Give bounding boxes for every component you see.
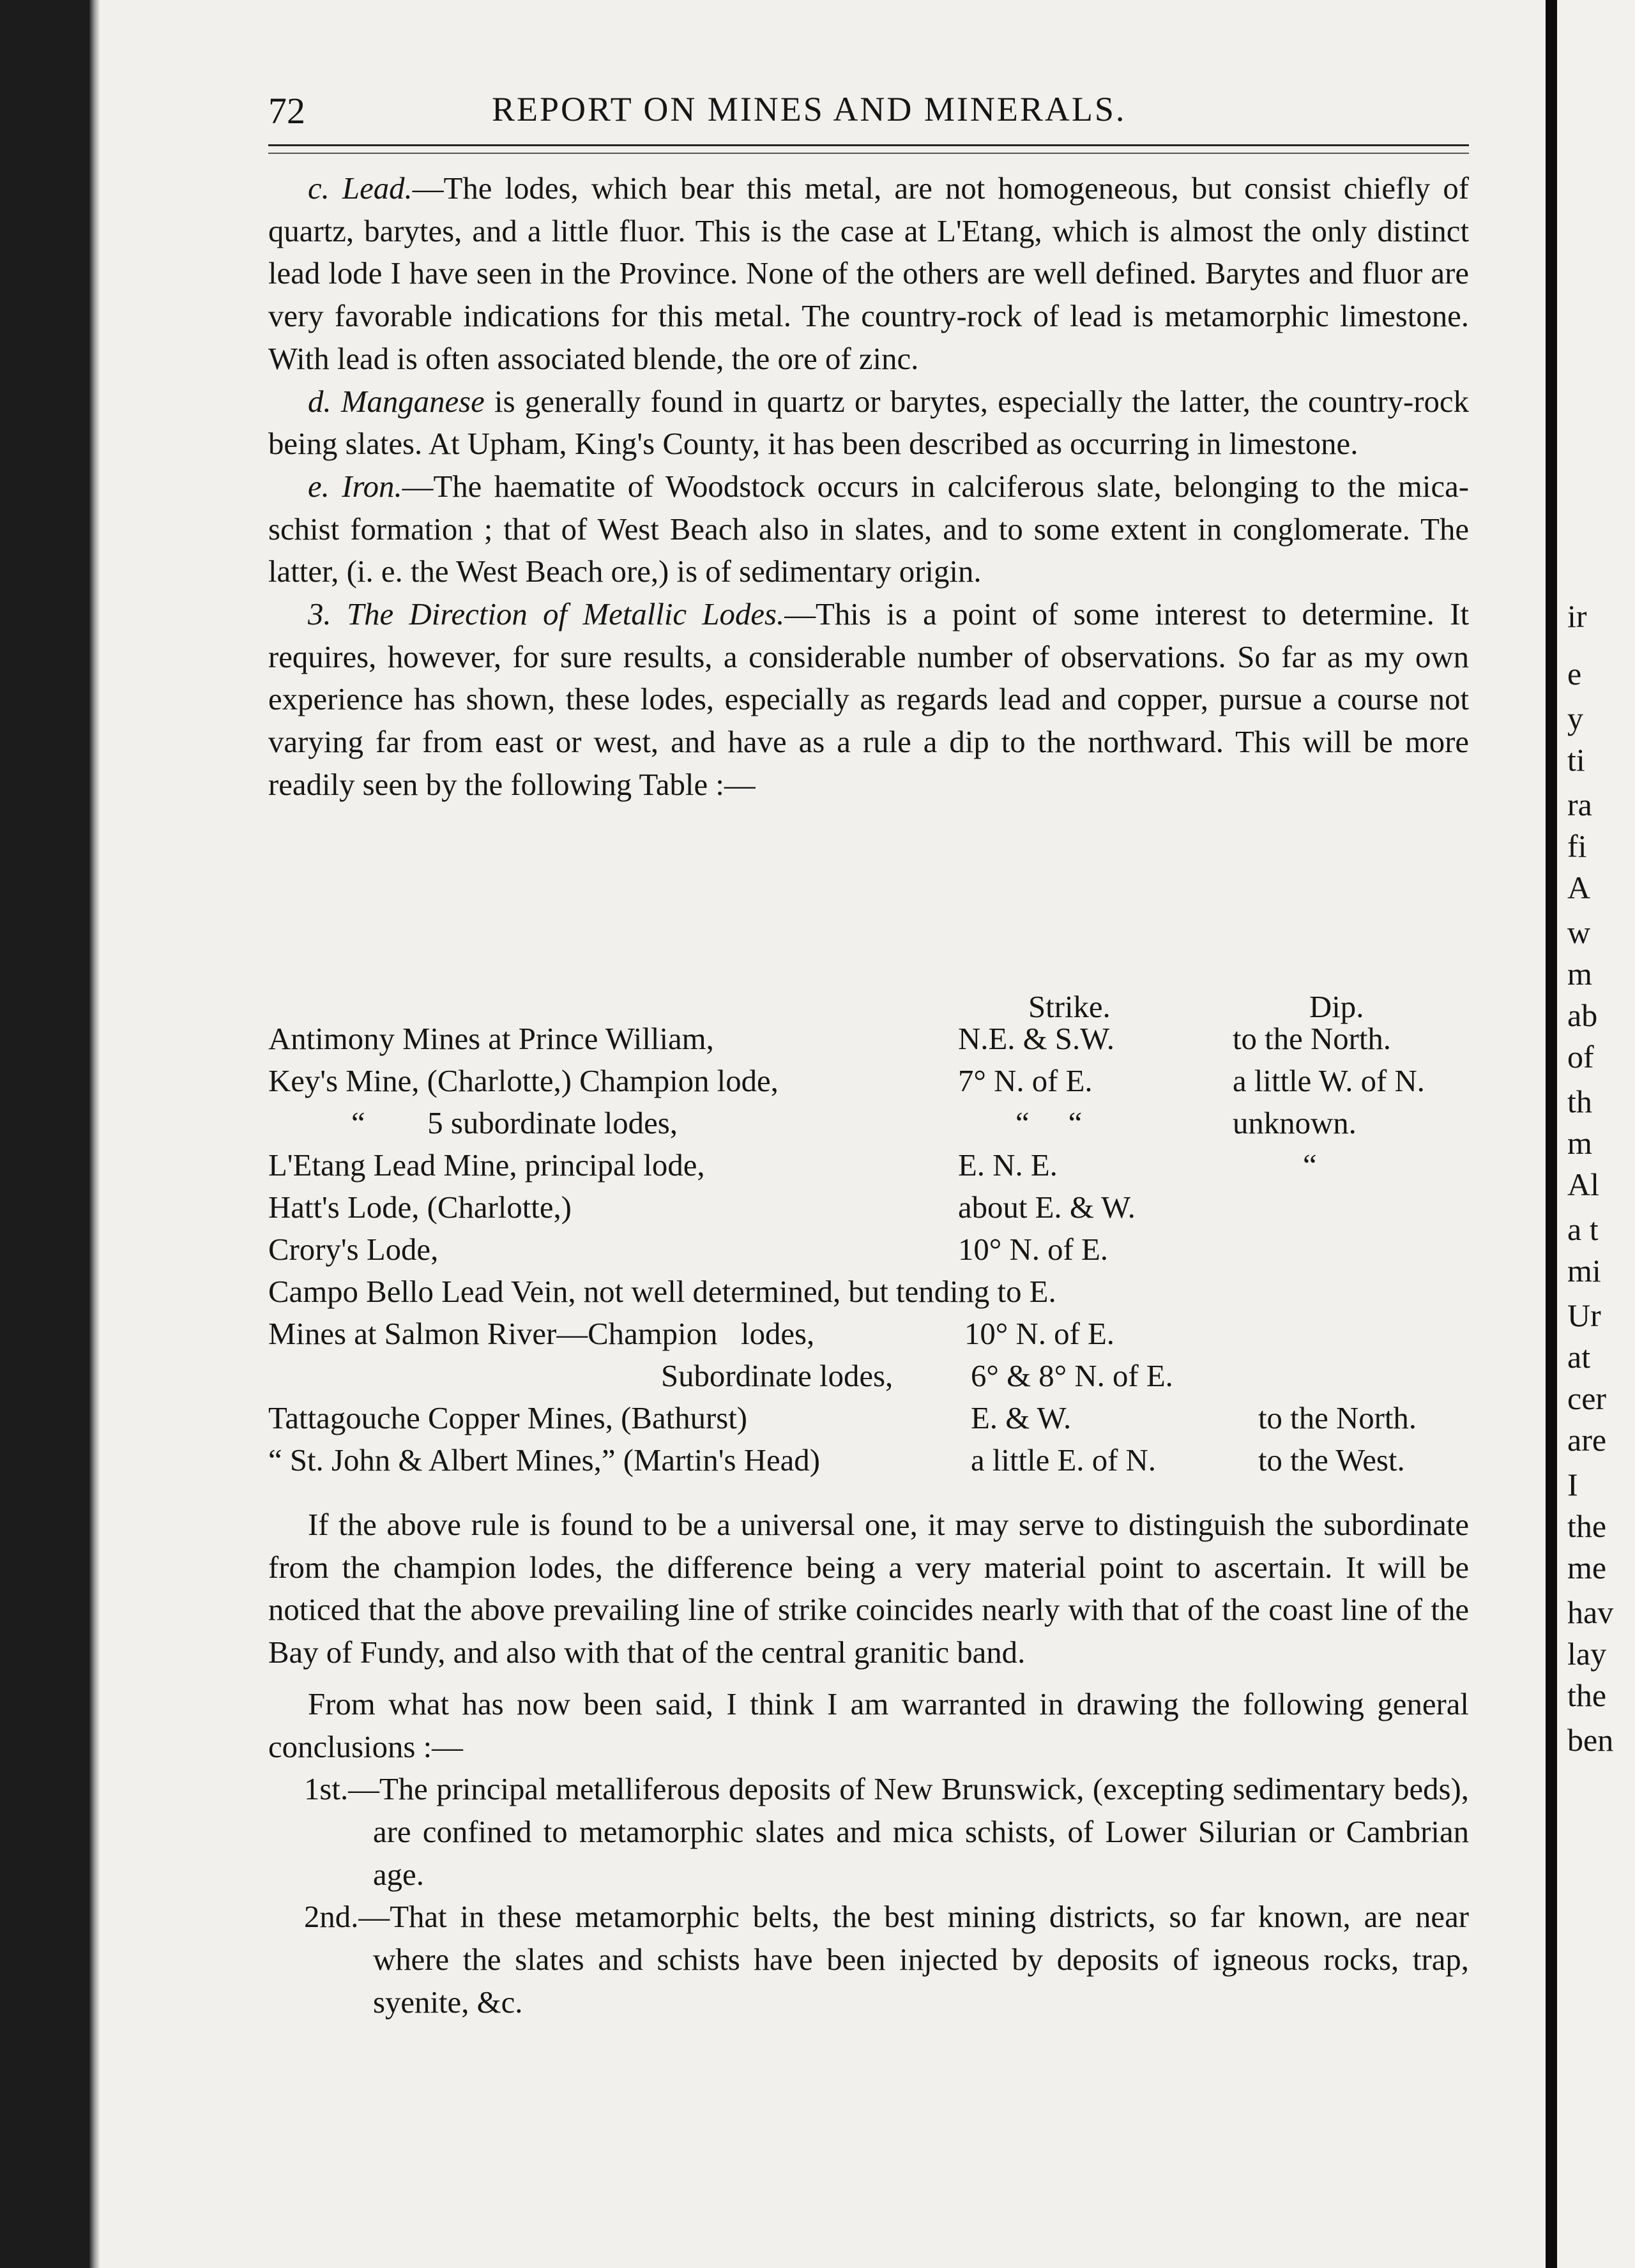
- adjacent-page-fragment: ti: [1567, 742, 1585, 778]
- running-title: REPORT ON MINES AND MINERALS.: [492, 90, 1127, 128]
- table-cell-dip: “: [1303, 1148, 1317, 1183]
- conclusion-item: 2nd.—That in these metamorphic belts, the best mining districts, so far known, are near where the slates and schists have been injected by deposits of igneous rocks, trap, syenite, &c.: [304, 1900, 1469, 2020]
- table-cell-strike: a little E. of N.: [971, 1443, 1156, 1478]
- table-cell-name: “ 5 subordinate lodes,: [351, 1106, 678, 1140]
- table-cell-strike: E. N. E.: [958, 1148, 1058, 1183]
- adjacent-page-fragment: ben: [1567, 1722, 1614, 1758]
- adjacent-page-fragment: y: [1567, 700, 1583, 736]
- adjacent-page-fragment: ab: [1567, 997, 1598, 1033]
- table-cell-name: Hatt's Lode, (Charlotte,): [268, 1190, 572, 1225]
- book-spine: [89, 0, 100, 2268]
- adjacent-page-fragment: m: [1567, 956, 1592, 992]
- paragraph-text: —The haematite of Woodstock occurs in calciferous slate, belonging to the mica-schist formation ; that of West Beach also in slates, and to some extent in conglomerate. The latter, (i. e. the West Beach ore,) is of sedimentary origin.: [268, 469, 1470, 589]
- table-cell-name: Mines at Salmon River—Champion lodes,: [268, 1317, 815, 1351]
- adjacent-page-fragment: hav: [1567, 1594, 1614, 1630]
- table-cell-dip: to the North.: [1233, 1022, 1392, 1056]
- adjacent-page-fragment: lay: [1567, 1636, 1607, 1672]
- table-cell-dip: a little W. of N.: [1233, 1064, 1425, 1098]
- adjacent-page-fragment: m: [1567, 1125, 1592, 1161]
- table-cell-dip: to the West.: [1258, 1443, 1405, 1478]
- table-cell-dip: unknown.: [1233, 1106, 1357, 1140]
- table-cell-name: “ St. John & Albert Mines,” (Martin's Head): [268, 1443, 820, 1478]
- table-cell-name: Tattagouche Copper Mines, (Bathurst): [268, 1401, 748, 1435]
- section-lead-in: e. Iron.: [308, 469, 402, 504]
- adjacent-page-fragment: fi: [1567, 828, 1587, 864]
- table-cell-name: Crory's Lode,: [268, 1232, 439, 1267]
- table-cell-strike: 7° N. of E.: [958, 1064, 1093, 1098]
- paragraph-lead: [268, 167, 1469, 381]
- table-cell-name: Campo Bello Lead Vein, not well determined, but tending to E.: [268, 1274, 1056, 1309]
- adjacent-page-fragment: mi: [1567, 1253, 1601, 1289]
- paragraph-direction: [268, 593, 1469, 806]
- table-cell-strike: “ “: [1015, 1106, 1083, 1140]
- adjacent-page-fragment: a t: [1567, 1211, 1599, 1247]
- table-cell-name: L'Etang Lead Mine, principal lode,: [268, 1148, 705, 1183]
- adjacent-page-fragment: Al: [1567, 1167, 1599, 1202]
- conclusion-item: 1st.—The principal metalliferous deposits of New Brunswick, (excepting sedimentary beds), are confined to metamorphic slates and mica schists, of Lower Silurian or Cambrian age.: [304, 1772, 1469, 1892]
- adjacent-page-fragment: Ur: [1567, 1297, 1601, 1333]
- adjacent-page-fragment: cer: [1567, 1380, 1607, 1416]
- adjacent-page-fragment: e: [1567, 656, 1582, 692]
- section-lead-in: d. Manganese: [308, 384, 485, 419]
- page-number: 72: [268, 90, 305, 132]
- paragraph-text: is generally found in quartz or barytes, especially the latter, the country-rock being slates. At Upham, King's County, it has been described as occurring in limestone.: [268, 384, 1469, 462]
- paragraph-iron: [268, 465, 1469, 593]
- paragraph-text: —This is a point of some interest to determine. It requires, however, for sure results, a considerable number of observations. So far as my own experience has shown, these lodes, especially as regards lead and copper, pursue a course not varying far from east or west, and have as a rule a dip to the northward. This will be more readily seen by the following Table :—: [268, 597, 1469, 802]
- paragraph-conclusions-intro: From what has now been said, I think I am warranted in drawing the following general conclusions :—: [268, 1686, 1469, 1764]
- body-text: [268, 167, 1469, 806]
- adjacent-page-fragment: ir: [1567, 598, 1587, 634]
- table-cell-name: Subordinate lodes,: [661, 1359, 894, 1393]
- adjacent-page-fragment: A: [1567, 870, 1591, 905]
- section-lead-in: c. Lead.: [308, 171, 413, 206]
- adjacent-page-fragment: ra: [1567, 787, 1592, 822]
- adjacent-page-fragment: at: [1567, 1339, 1591, 1375]
- adjacent-page-fragment: are: [1567, 1422, 1607, 1458]
- table-cell-strike: about E. & W.: [958, 1190, 1136, 1225]
- adjacent-page-fragment: me: [1567, 1550, 1607, 1585]
- table-header-strike: Strike.: [1028, 990, 1111, 1024]
- paragraph-manganese: [268, 381, 1469, 465]
- closing-text: [268, 1504, 1469, 2023]
- table-cell-strike: 6° & 8° N. of E.: [971, 1359, 1173, 1393]
- adjacent-page-fragment: I: [1567, 1467, 1578, 1502]
- paragraph-text: —The lodes, which bear this metal, are not homogeneous, but consist chiefly of quartz, barytes, and a little fluor. This is the case at L'Etang, which is almost the only distinct lead lode I have seen in the Province. None of the others are well defined. Barytes and fluor are very favorable indications for this metal. The country-rock of lead is metamorphic limestone. With lead is often associated blende, the ore of zinc.: [268, 171, 1469, 376]
- table-cell-strike: 10° N. of E.: [964, 1317, 1115, 1351]
- page-header: [268, 89, 1469, 140]
- table-cell-name: Antimony Mines at Prince William,: [268, 1022, 714, 1056]
- page-gutter: [1546, 0, 1557, 2268]
- table-cell-dip: to the North.: [1258, 1401, 1417, 1435]
- table-cell-strike: 10° N. of E.: [958, 1232, 1109, 1267]
- adjacent-page-fragment: w: [1567, 914, 1591, 950]
- adjacent-page-fragment: th: [1567, 1084, 1592, 1119]
- table-cell-strike: N.E. & S.W.: [958, 1022, 1114, 1056]
- table-cell-strike: E. & W.: [971, 1401, 1072, 1435]
- header-rule: [268, 144, 1469, 154]
- table-header-dip: Dip.: [1309, 990, 1364, 1024]
- adjacent-page-fragment: the: [1567, 1677, 1607, 1713]
- adjacent-page-edge: [1557, 0, 1635, 2268]
- paragraph-rule: If the above rule is found to be a universal one, it may serve to distinguish the subordinate from the champion lodes, the difference being a very material point to ascertain. It will be noticed that the above prevailing line of strike coincides nearly with that of the coast line of the Bay of Fundy, and also with that of the central granitic band.: [268, 1508, 1469, 1670]
- adjacent-page-fragment: of: [1567, 1039, 1594, 1075]
- adjacent-page-fragment: the: [1567, 1508, 1607, 1544]
- lode-direction-table: [268, 980, 1469, 1478]
- table-cell-name: Key's Mine, (Charlotte,) Champion lode,: [268, 1064, 779, 1098]
- section-lead-in: 3. The Direction of Metallic Lodes.: [308, 597, 785, 632]
